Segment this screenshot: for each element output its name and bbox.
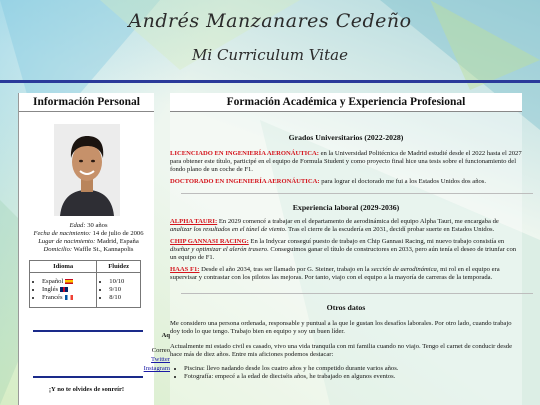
contact-heading: Aq [161, 332, 170, 339]
fluency-item: • 10/10 [109, 278, 138, 286]
degree-head: LICENCIADO EN INGENIERÍA AERONÁUTICA: [170, 150, 319, 157]
language-name: Español [42, 278, 64, 285]
personal-info-panel [18, 93, 170, 405]
job-text: . Conseguimos ganar el título de constructores en 2033, pero aún tenía el deseo de triunfar con un equipo de F1. [170, 246, 517, 261]
languages-table [29, 260, 141, 308]
job-emphasis: analizar los resultados en el túnel de viento [170, 226, 285, 233]
page-header [0, 0, 540, 82]
languages-header: Idioma [30, 261, 97, 273]
hobbies-list [170, 365, 522, 381]
twitter-link[interactable]: Twitter [151, 356, 170, 363]
fluency-cell [97, 273, 141, 308]
birthplace-label: Lugar de nacimiento: [38, 238, 96, 245]
birthdate-row [23, 230, 154, 238]
personality-paragraph: Me considero una persona ordenada, responsable y puntual a la que le gustan los desafíos laborales. Por otro lado, cuando trabajo doy todo lo que tengo. Trabajo bien en equipo y soy un buen líder. [170, 320, 512, 335]
main-title: Formación Académica y Experiencia Profesional [170, 93, 522, 112]
birthplace-row [23, 238, 154, 246]
profile-photo [54, 124, 120, 216]
address-label: Domicilio: [43, 246, 73, 253]
birthplace-value: Madrid, España [97, 238, 139, 245]
section-divider [181, 293, 533, 294]
studies-section [170, 133, 522, 186]
job-text: En la Indycar conseguí puesto de trabajo en Chip Gannasi Racing, mi nuevo trabajo consistía en [248, 238, 505, 245]
alpha-tauri-link[interactable]: ALPHA TAURI: [170, 218, 218, 225]
personal-details [19, 222, 154, 254]
doctorate-body: para lograr el doctorado me fui a los Estados Unidos dos años. [319, 178, 487, 185]
hobby-item: • Piscina: llevo nadando desde los cuatro años y he competido durante varios años. [184, 365, 522, 373]
age-row [23, 222, 154, 230]
header-rule [0, 80, 540, 83]
job-emphasis: sección de aerodinámica [371, 266, 437, 273]
birthdate-value: 14 de julio de 2006 [92, 230, 144, 237]
haas-link[interactable]: HAAS F1: [170, 266, 200, 273]
contact-block [144, 331, 170, 373]
fluency-header: Fluidez [97, 261, 141, 273]
job-alpha-tauri [170, 218, 522, 234]
language-name: Inglés [42, 286, 59, 293]
other-section [170, 303, 522, 381]
instagram-link[interactable]: Instagram [143, 365, 170, 372]
divider [33, 376, 143, 378]
language-item [42, 278, 94, 286]
doctorate-head: DOCTORADO EN INGENIERÍA AERONÁUTICA: [170, 178, 320, 185]
job-text: En 2029 comencé a trabajar en el departamento de aerodinámica del equipo Alpha Tauri, me encargaba de [217, 218, 499, 225]
lifestyle-paragraph: Actualmente mi estado civil es casado, vivo una vida tranquila con mi familia cuando no viajo. Tengo el carnet de conducir desde hace más de diez años. Entre mis aficiones podemos destacar: [170, 343, 512, 358]
france-flag-icon [65, 295, 73, 300]
address-row [23, 246, 154, 254]
smile-reminder: ¡Y no te olvides de sonreír! [48, 386, 125, 393]
job-text: , mi rol en el equipo era supervisar y contrastar con los pilotos las mejoras. Por tanto, viajo con el equipo a la mayoría de carreras de la temporada. [170, 266, 500, 281]
birthdate-label: Fecha de nacimiento: [33, 230, 91, 237]
work-title: Experiencia laboral (2029-2036) [292, 203, 400, 212]
degree-body: en la Universidad Politécnica de Madrid estudié desde el 2022 hasta el 2027 para obtener este título, participé en el equipo de Formula Student y como proyecto final hice una tesis sobre el funcionamiento del fondo plano de un coche de F1. [170, 150, 522, 173]
languages-cell [30, 273, 97, 308]
language-item [42, 286, 94, 294]
studies-title: Grados Universitarios (2022-2028) [288, 133, 404, 142]
main-content [170, 93, 522, 405]
other-title: Otros datos [326, 303, 366, 312]
personal-info-title: Información Personal [19, 93, 154, 112]
degree-paragraph [170, 150, 522, 174]
fluency-item: • 9/10 [109, 286, 138, 294]
address-value: Waffle St., Kannapolis [73, 246, 134, 253]
job-haas [170, 266, 522, 282]
doctorate-paragraph [170, 178, 522, 186]
language-item [42, 294, 94, 302]
email-link[interactable]: Correo [151, 347, 170, 354]
divider [33, 330, 143, 332]
age-value: 30 años [87, 222, 108, 229]
age-label: Edad: [69, 222, 86, 229]
fluency-item: • 8/10 [109, 294, 138, 302]
work-section [170, 203, 522, 282]
job-chip-gannasi [170, 238, 522, 262]
job-text: . Tras el cierre de la escudería en 2031, decidí probar suerte en Estados Unidos. [284, 226, 495, 233]
section-divider [181, 193, 533, 194]
author-name: Andrés Manzanares Cedeño [128, 10, 412, 32]
job-emphasis: diseñar y optimizar el alerón trasero [170, 246, 268, 253]
job-text: Desde el año 2034, tras ser llamado por G. Steiner, trabajo en la [199, 266, 372, 273]
language-name: Francés [42, 294, 63, 301]
spain-flag-icon [65, 279, 73, 284]
page-subtitle: Mi Curriculum Vitae [192, 46, 348, 64]
uk-flag-icon [60, 287, 68, 292]
hobby-item: • Fotografía: empecé a la edad de dieciséis años, he trabajado en algunos eventos. [184, 373, 522, 381]
chip-gannasi-link[interactable]: CHIP GANNASI RACING: [170, 238, 249, 245]
